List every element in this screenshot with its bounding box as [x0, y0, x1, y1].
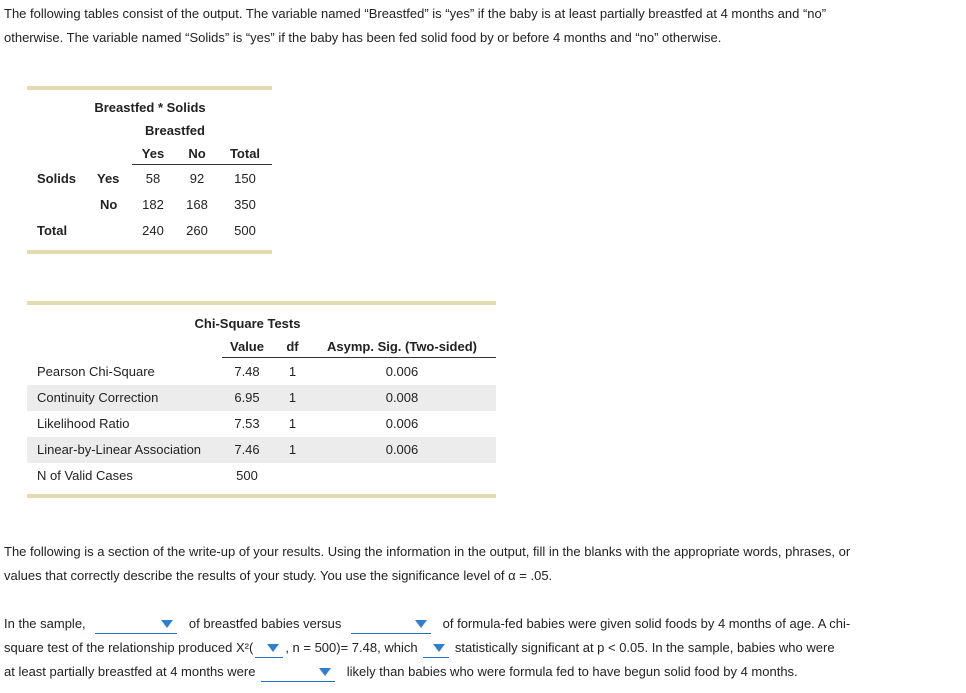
chisq-value: 500: [236, 468, 258, 483]
fill-line-3: [4, 660, 798, 684]
formula-percent-dropdown[interactable]: [351, 615, 431, 634]
crosstab-cell: 350: [234, 197, 256, 212]
writeup-line-1: The following is a section of the write-up of your results. Using the information in the output, fill in the blanks with the appropriate words, phrases, or: [4, 544, 851, 559]
chisq-df: 1: [288, 442, 297, 457]
chisq-row-label: N of Valid Cases: [37, 468, 133, 483]
chisq-sig: 0.006: [385, 442, 419, 457]
chisq-sig: 0.008: [385, 390, 419, 405]
fill-text: , n = 500)= 7.48, which: [285, 640, 418, 655]
chisq-row-label: Pearson Chi-Square: [37, 364, 155, 379]
likelihood-dropdown[interactable]: [261, 663, 335, 682]
chisq-df: 1: [288, 390, 297, 405]
fill-text: square test of the relationship produced X²(: [4, 640, 254, 655]
chisq-col-value: Value: [230, 339, 264, 354]
chisq-df: 1: [288, 364, 297, 379]
chevron-down-icon: [319, 668, 331, 676]
fill-text: likely than babies who were formula fed to have begun solid food by 4 months.: [346, 664, 798, 679]
chisq-value: 6.95: [234, 390, 260, 405]
crosstab-row-label: Yes: [97, 171, 120, 186]
crosstab-col-total: Total: [229, 146, 261, 161]
chisq-value: 7.48: [234, 364, 260, 379]
chisq-sig: 0.006: [385, 364, 419, 379]
chisq-bottom-rule: [27, 494, 496, 498]
crosstab-col-yes: Yes: [141, 146, 165, 161]
chevron-down-icon: [267, 644, 279, 652]
crosstab-cell: 182: [142, 197, 164, 212]
chisq-sig: 0.006: [385, 416, 419, 431]
df-dropdown[interactable]: [255, 639, 283, 658]
chisq-header-rule: [222, 357, 496, 358]
intro-line-1: The following tables consist of the output. The variable named “Breastfed” is “yes” if the baby is at least partially breastfed at 4 months and “no”: [4, 6, 827, 21]
chisq-row-label: Continuity Correction: [37, 390, 159, 405]
chisq-df: 1: [288, 416, 297, 431]
crosstab-row-group: Solids: [37, 171, 77, 186]
crosstab-title: Breastfed * Solids: [94, 100, 206, 115]
chisq-col-sig: Asymp. Sig. (Two-sided): [327, 339, 477, 354]
crosstab-cell: 92: [189, 171, 205, 186]
fill-text: of breastfed babies versus: [188, 616, 342, 631]
crosstab-cell: 500: [234, 223, 256, 238]
crosstab-cell: 58: [145, 171, 161, 186]
fill-text: In the sample,: [4, 616, 86, 631]
crosstab-col-group: Breastfed: [145, 123, 205, 138]
breastfed-percent-dropdown[interactable]: [95, 615, 177, 634]
fill-line-2: [4, 636, 835, 660]
chisq-title: Chi-Square Tests: [194, 316, 301, 331]
crosstab-col-no: No: [188, 146, 206, 161]
crosstab-cell: 150: [234, 171, 256, 186]
chisq-value: 7.46: [234, 442, 260, 457]
crosstab-cell: 168: [186, 197, 208, 212]
chevron-down-icon: [161, 620, 173, 628]
chisq-value: 7.53: [234, 416, 260, 431]
chisq-col-df: df: [286, 339, 299, 354]
writeup-line-2: values that correctly describe the results of your study. You use the significance level of α = .05.: [4, 568, 553, 583]
crosstab-top-rule: [27, 86, 272, 90]
crosstab-total-label: Total: [37, 223, 68, 238]
fill-text: at least partially breastfed at 4 months were: [4, 664, 256, 679]
chisq-row-label: Linear-by-Linear Association: [37, 442, 202, 457]
crosstab-cell: 240: [142, 223, 164, 238]
fill-line-1: [4, 612, 850, 636]
crosstab-row-label: No: [100, 197, 118, 212]
chisq-row-label: Likelihood Ratio: [37, 416, 130, 431]
crosstab-cell: 260: [186, 223, 208, 238]
fill-text: statistically significant at p < 0.05. In the sample, babies who were: [454, 640, 835, 655]
intro-line-2: otherwise. The variable named “Solids” is “yes” if the baby has been fed solid food by or before 4 months and “no” otherwise.: [4, 30, 722, 45]
chevron-down-icon: [433, 644, 445, 652]
fill-text: of formula-fed babies were given solid foods by 4 months of age. A chi-: [442, 616, 851, 631]
chisq-top-rule: [27, 301, 496, 305]
crosstab-bottom-rule: [27, 250, 272, 254]
significance-dropdown[interactable]: [423, 639, 449, 658]
chevron-down-icon: [415, 620, 427, 628]
crosstab-header-rule: [132, 164, 272, 165]
